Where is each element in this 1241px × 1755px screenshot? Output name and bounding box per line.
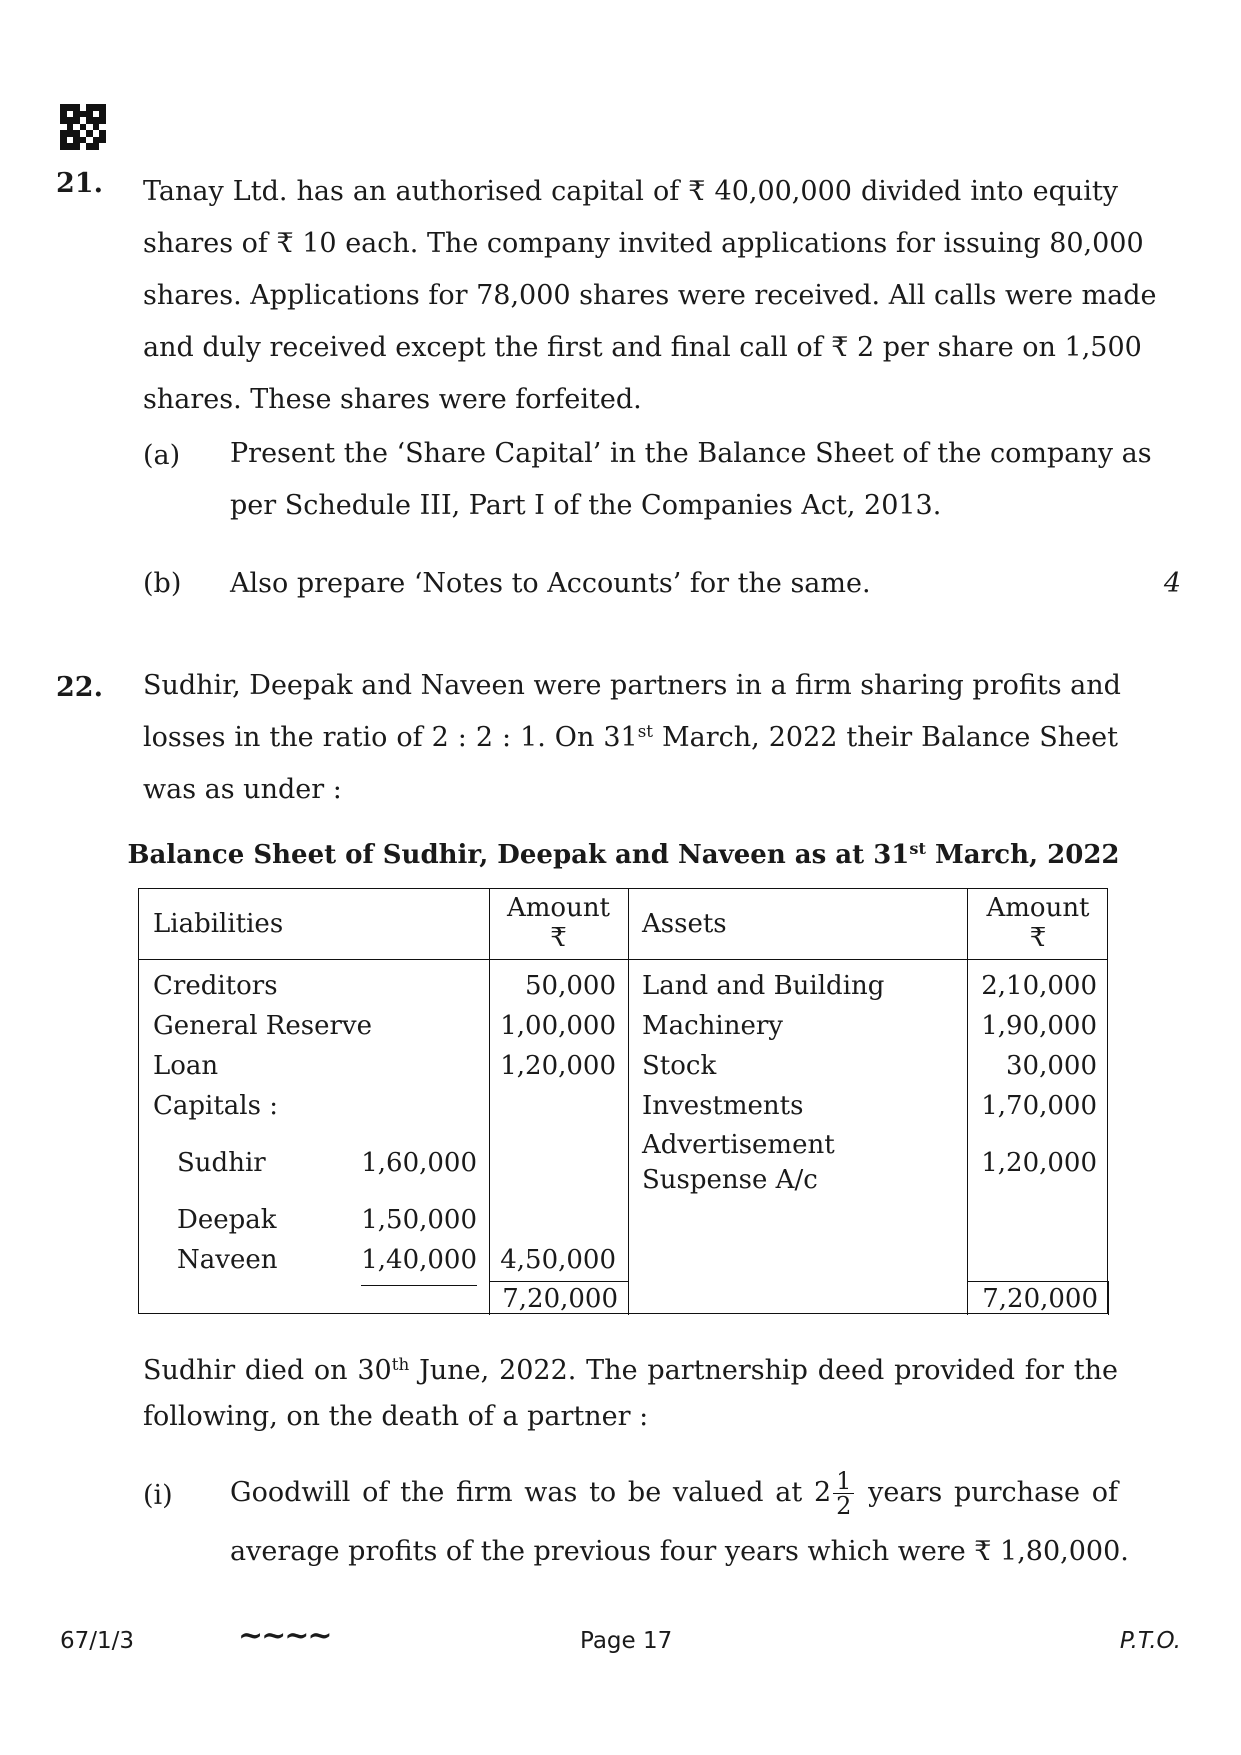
capital-partner-name: Naveen [177,1245,278,1275]
question-21-part-a-text [230,428,1152,532]
question-22-text [143,660,1121,816]
fraction [833,1469,854,1518]
question-21-text [143,166,1157,426]
asset-label: Machinery [642,1011,783,1041]
clause-i-line: average profits of the previous four years which were ₹ 1,80,000. [230,1536,1129,1567]
column-divider [628,889,629,1313]
paper-code: 67/1/3 [60,1628,135,1654]
capitals-total: 4,50,000 [500,1245,616,1275]
capital-partner-amount: 1,50,000 [361,1205,477,1235]
asset-amount: 30,000 [1006,1051,1097,1081]
asset-label: Investments [642,1091,804,1121]
header-amount-liabilities: Amount [506,893,611,923]
asset-label: Land and Building [642,971,885,1001]
question-21-number: 21. [56,168,103,199]
clause-i-part: Goodwill of the firm was to be valued at 2 [230,1477,832,1508]
liability-label: Capitals : [153,1091,278,1121]
question-22-line: was as under : [143,774,342,805]
balance-sheet-title-part: Balance Sheet of Sudhir, Deepak and Naveen as at 31 [127,840,910,870]
death-line-part: Sudhir died on 30 [143,1355,392,1386]
death-line [143,1348,1118,1394]
question-22-line [143,712,1118,764]
fraction-numerator: 1 [833,1469,854,1494]
asset-amount: 1,90,000 [981,1011,1097,1041]
question-21-part-b-label: (b) [143,568,182,599]
total-assets: 7,20,000 [967,1281,1109,1315]
header-liabilities: Liabilities [153,909,284,939]
question-21-line: Tanay Ltd. has an authorised capital of ₹ 40,00,000 divided into equity [143,176,1118,207]
question-21-marks: 4 [1163,568,1181,599]
capital-underline [361,1285,477,1286]
clause-i-line [230,1460,1118,1526]
asset-amount: 1,70,000 [981,1091,1097,1121]
asset-label: Suspense A/c [642,1165,818,1195]
death-paragraph [143,1348,1118,1440]
pto-label: P.T.O. [1119,1628,1181,1654]
liability-amount: 1,20,000 [500,1051,616,1081]
question-22-number: 22. [56,672,103,703]
death-line-part: June, 2022. The partnership deed provided for the [409,1355,1119,1386]
superscript: st [637,720,654,741]
header-rupee-liabilities: ₹ [550,923,567,953]
liability-amount: 1,00,000 [500,1011,616,1041]
asset-label: Advertisement [642,1130,835,1160]
question-22-line: Sudhir, Deepak and Naveen were partners in a firm sharing profits and [143,670,1121,701]
qr-code [60,104,106,150]
clause-i-label: (i) [143,1480,173,1511]
superscript: th [391,1353,410,1374]
header-rupee-assets: ₹ [1029,923,1047,953]
death-line: following, on the death of a partner : [143,1401,649,1432]
page-number: Page 17 [580,1628,673,1654]
fraction-denominator: 2 [836,1492,852,1520]
balance-sheet-title [126,840,1121,870]
wave-ornament: ~~~~ [238,1618,331,1653]
balance-sheet-title-part: March, 2022 [925,840,1120,870]
header-assets: Assets [642,909,727,939]
question-21-line: shares. These shares were forfeited. [143,384,642,415]
clause-i-part: years purchase of [856,1477,1118,1508]
asset-amount: 2,10,000 [981,971,1097,1001]
header-amount-assets: Amount [986,893,1090,923]
question-22-line-part: losses in the ratio of 2 : 2 : 1. On 31 [143,722,638,753]
liability-label: General Reserve [153,1011,372,1041]
question-21-line: and duly received except the first and final call of ₹ 2 per share on 1,500 [143,332,1142,363]
asset-amount: 1,20,000 [981,1148,1097,1178]
capital-partner-amount: 1,60,000 [361,1148,477,1178]
liability-label: Creditors [153,971,278,1001]
capital-partner-amount: 1,40,000 [361,1245,477,1275]
liability-amount: 50,000 [525,971,616,1001]
question-22-line-part: March, 2022 their Balance Sheet [653,722,1118,753]
liability-label: Loan [153,1051,219,1081]
balance-sheet-table [138,888,1108,1314]
question-21-part-a-line: per Schedule III, Part I of the Companies Act, 2013. [230,490,942,521]
question-21-line: shares of ₹ 10 each. The company invited applications for issuing 80,000 [143,228,1144,259]
question-21-part-a-label: (a) [143,440,181,471]
capital-partner-name: Sudhir [177,1148,266,1178]
question-21-part-a-line: Present the ‘Share Capital’ in the Balance Sheet of the company as [230,438,1152,469]
superscript: st [909,839,926,859]
asset-label: Stock [642,1051,717,1081]
capital-partner-name: Deepak [177,1205,277,1235]
question-21-part-b-text: Also prepare ‘Notes to Accounts’ for the same. [230,568,871,599]
question-21-line: shares. Applications for 78,000 shares were received. All calls were made [143,280,1157,311]
total-liabilities: 7,20,000 [489,1281,629,1315]
header-divider [139,959,1107,960]
clause-i-text [230,1460,1129,1578]
